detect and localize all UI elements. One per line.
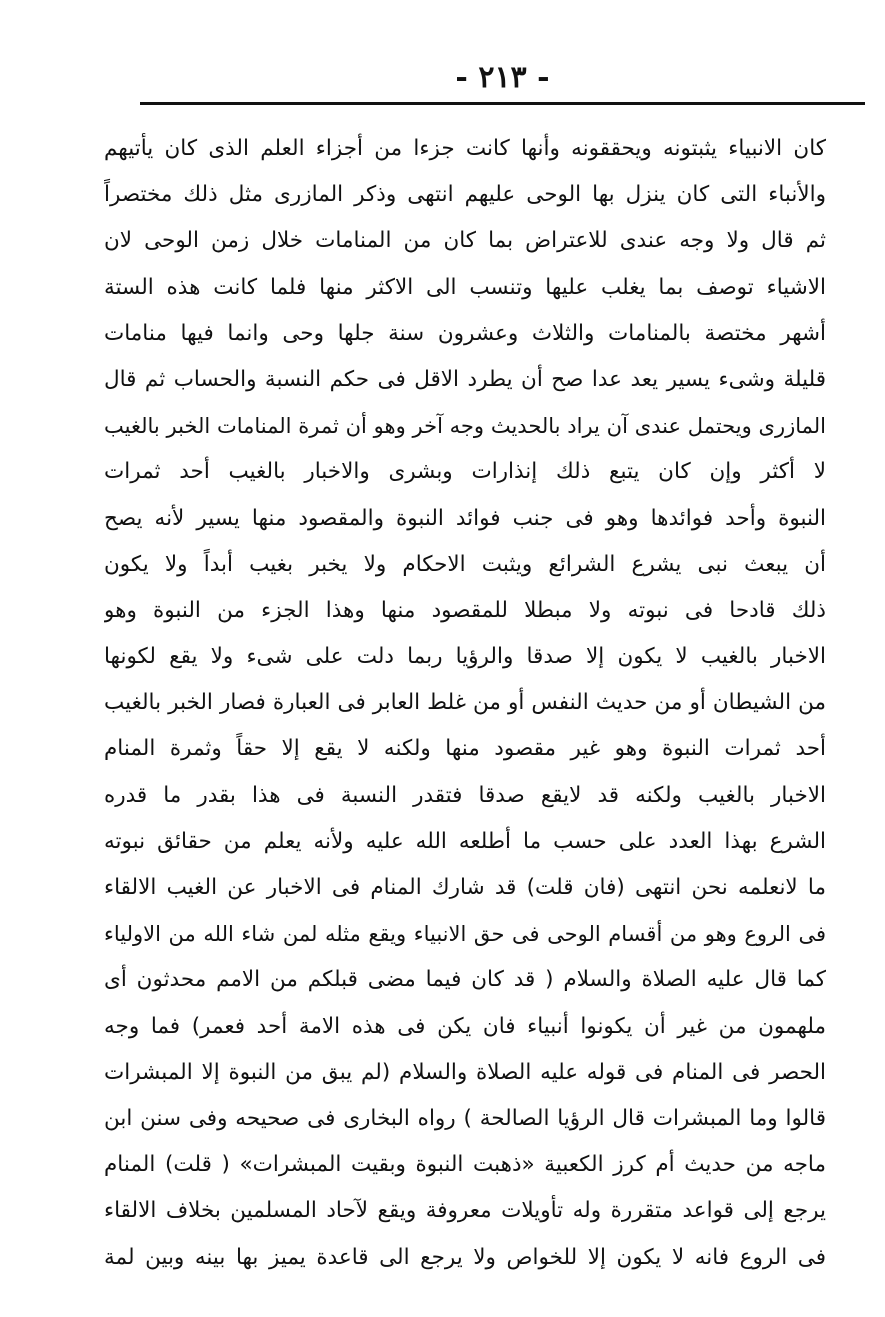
text-line: كما قال عليه الصلاة والسلام ( قد كان فيما مضى قبلكم من الامم محدثون أى (104, 967, 826, 993)
text-line: أحد ثمرات النبوة وهو غير مقصود منها ولكنه لا يقع إلا حقاً وثمرة المنام (104, 736, 826, 762)
text-line: فى الروع وهو من أقسام الوحى فى حق الانبياء ويقع مثله لمن شاء الله من الاولياء (104, 922, 826, 947)
page-number: - ٢١٣ - (455, 60, 550, 95)
text-line: فى الروع فانه لا يكون إلا للخواص ولا يرجع الى قاعدة يميز بها بينه وبين لمة (104, 1244, 826, 1270)
header-rule (140, 102, 865, 105)
text-line: والأنباء التى كان ينزل بها الوحى عليهم انتهى وذكر المازرى مثل ذلك مختصراً (104, 182, 826, 208)
text-line: المازرى ويحتمل عندى آن يراد بالحديث وجه آخر وهو أن ثمرة المنامات الخبر بالغيب (104, 414, 826, 439)
text-line: ما لانعلمه نحن انتهى (فان قلت) قد شارك المنام فى الاخبار عن الغيب الالقاء (104, 875, 826, 900)
text-line: ثم قال ولا وجه عندى للاعتراض بما كان من المنامات خلال زمن الوحى لان (104, 228, 826, 254)
page-header (140, 58, 865, 108)
text-line: أشهر مختصة بالمنامات والثلاث وعشرون سنة جلها وحى وانما فيها منامات (104, 320, 826, 346)
text-line: ماجه من حديث أم كرز الكعبية «ذهبت النبوة وبقيت المبشرات» ( قلت) المنام (104, 1152, 826, 1178)
text-line: يرجع إلى قواعد متقررة وله تأويلات معروفة ويقع لآحاد المسلمين بخلاف الالقاء (104, 1198, 826, 1224)
text-line: قالوا وما المبشرات قال الرؤيا الصالحة ) رواه البخارى فى صحيحه وفى سنن ابن (104, 1105, 826, 1131)
text-line: ملهمون من غير أن يكونوا أنبياء فان يكن فى هذه الامة أحد فعمر) فما وجه (104, 1013, 826, 1039)
text-line: لا أكثر وإن كان يتبع ذلك إنذارات وبشرى والاخبار بالغيب أحد ثمرات (104, 459, 826, 485)
text-line: الاخبار بالغيب لا يكون إلا صدقا والرؤيا ربما دلت على شىء ولا يقع لكونها (104, 644, 826, 670)
text-line: الاخبار بالغيب ولكنه قد لايقع صدقا فتقدر النسبة فى هذا بقدر ما قدره (104, 782, 826, 808)
text-line: ذلك قادحا فى نبوته ولا مبطلا للمقصود منها وهذا الجزء من النبوة وهو (104, 597, 826, 623)
body-text (104, 126, 826, 1281)
text-line: النبوة وأحد فوائدها وهو فى جنب فوائد النبوة والمقصود منها يسير لأنه يصح (104, 505, 826, 531)
text-line: الاشياء توصف بما يغلب عليها وتنسب الى الاكثر منها فلما كانت هذه الستة (104, 274, 826, 300)
text-line: الشرع بهذا العدد على حسب ما أطلعه الله عليه ولأنه يعلم من حقائق نبوته (104, 828, 826, 854)
text-line: الحصر فى المنام فى قوله عليه الصلاة والسلام (لم يبق من النبوة إلا المبشرات (104, 1059, 826, 1085)
text-line: قليلة وشىء يسير يعد عدا صح أن يطرد الاقل فى حكم النسبة والحساب ثم قال (104, 366, 826, 392)
text-line: أن يبعث نبى يشرع الشرائع ويثبت الاحكام ولا يخبر بغيب أبداً ولا يكون (104, 551, 826, 577)
text-line: كان الانبياء يثبتونه ويحققونه وأنها كانت جزءا من أجزاء العلم الذى كان يأتيهم (104, 136, 826, 161)
text-line: من الشيطان أو من حديث النفس أو من غلط العابر فى العبارة فصار الخبر بالغيب (104, 690, 826, 716)
